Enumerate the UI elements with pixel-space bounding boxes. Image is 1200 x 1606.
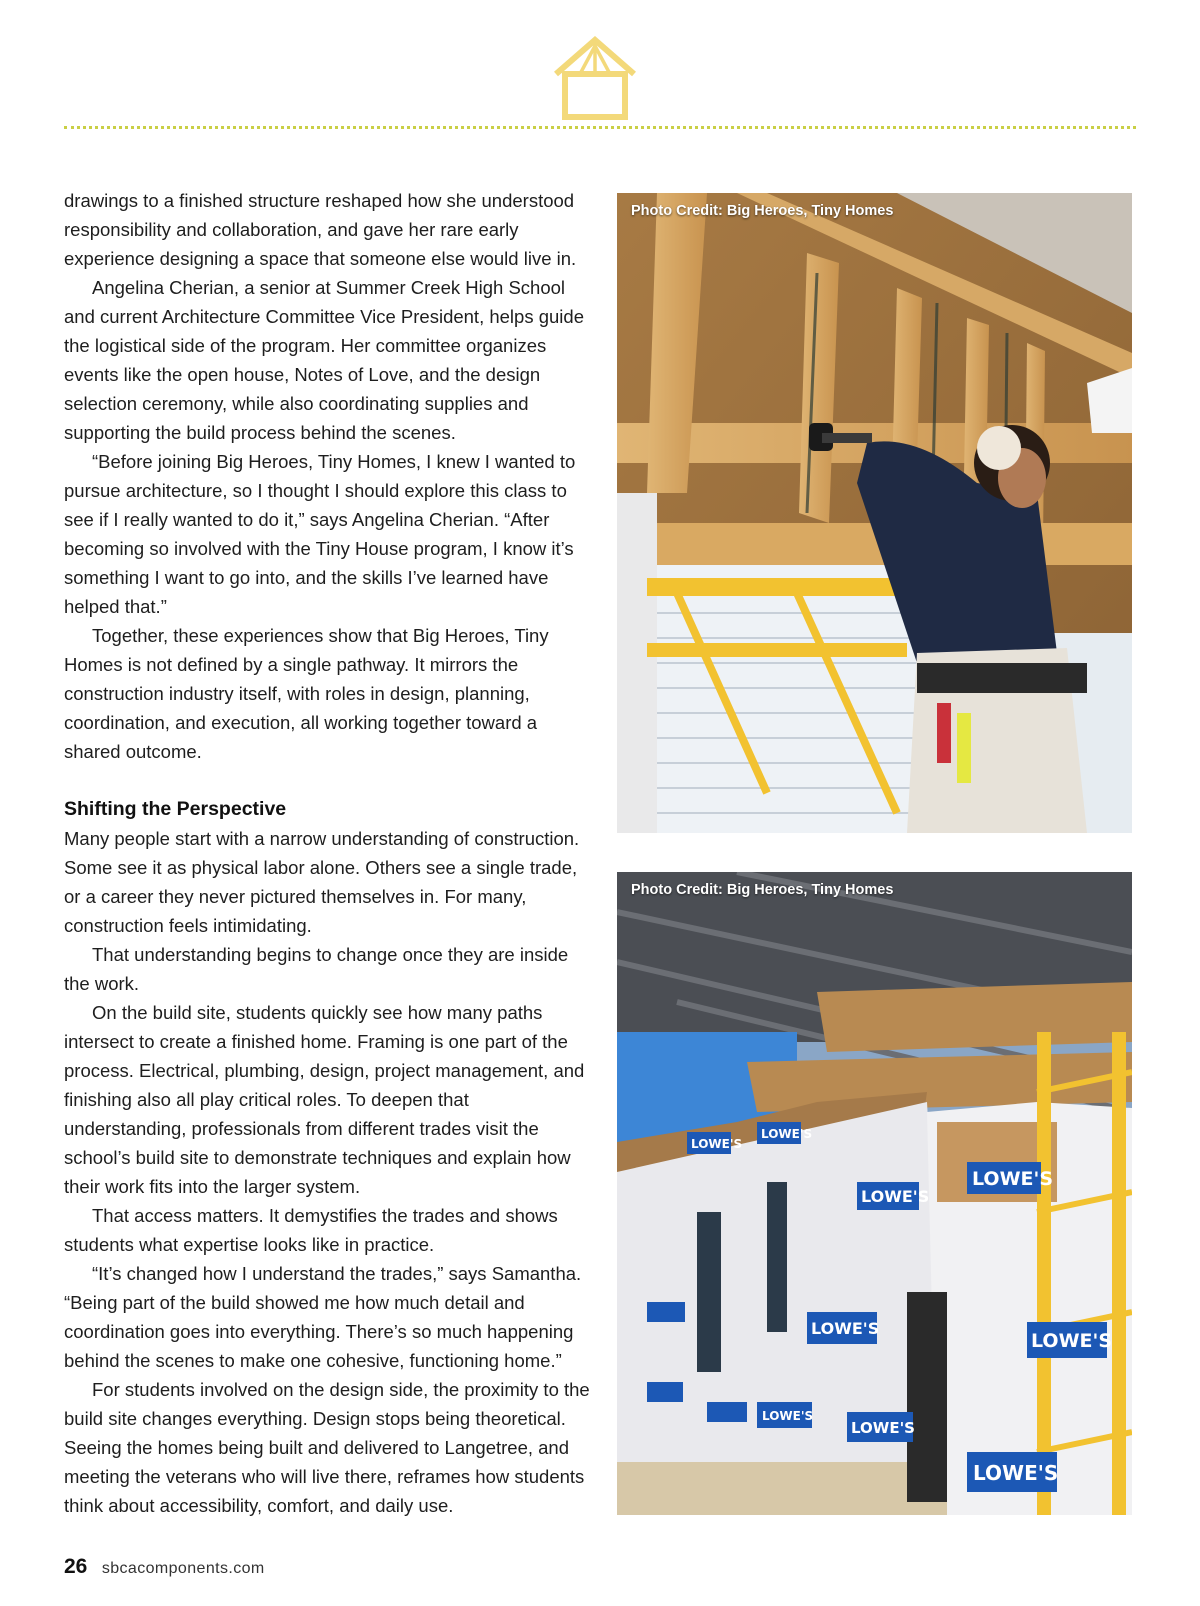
section-heading: Shifting the Perspective	[64, 798, 287, 820]
svg-text:LOWE'S: LOWE'S	[861, 1187, 930, 1206]
photo-house-wrap	[617, 872, 1132, 1515]
svg-text:LOWE'S: LOWE'S	[972, 1168, 1054, 1190]
photo-student-framing	[617, 193, 1132, 833]
page-number: 26	[64, 1555, 88, 1578]
site-url: sbcacomponents.com	[101, 1560, 265, 1577]
paragraph: That access matters. It demystifies the trades and shows students what expertise looks like in practice.	[64, 1205, 558, 1255]
photo-credit: Photo Credit: Big Heroes, Tiny Homes	[631, 882, 894, 898]
paragraph: “It’s changed how I understand the trades,” says Samantha. “Being part of the build showed me how much detail and coordination goes into everything. There’s so much happening behind the scenes to make one cohesive, functioning home.”	[64, 1263, 582, 1371]
paragraph: drawings to a finished structure reshaped how she understood responsibility and collaboration, and gave her rare early experience designing a space that someone else would live in.	[64, 190, 577, 269]
svg-text:LOWE'S: LOWE'S	[851, 1419, 915, 1437]
svg-text:LOWE'S: LOWE'S	[1031, 1330, 1113, 1352]
paragraph: For students involved on the design side, the proximity to the build site changes everything. Design stops being theoretical. Seeing the homes being built and delivered to Langetree, and meeting the veterans who will live there, reframes how students think about accessibility, comfort, and daily use.	[64, 1379, 590, 1516]
house-wrap-photo-illustration	[617, 872, 1132, 1515]
svg-text:LOWE'S: LOWE'S	[762, 1409, 814, 1423]
paragraph: That understanding begins to change once they are inside the work.	[64, 944, 569, 994]
page-footer	[64, 1555, 265, 1579]
photo-credit: Photo Credit: Big Heroes, Tiny Homes	[631, 203, 894, 219]
paragraph: Angelina Cherian, a senior at Summer Creek High School and current Architecture Committee Vice President, helps guide the logistical side of the program. Her committee organizes events like the open house, Notes of Love, and the design selection ceremony, while also coordinating supplies and supporting the build process behind the scenes.	[64, 277, 584, 443]
svg-text:LOWE'S: LOWE'S	[811, 1319, 880, 1338]
paragraph: “Before joining Big Heroes, Tiny Homes, I knew I wanted to pursue architecture, so I thought I should explore this class to see if I really wanted to do it,” says Angelina Cherian. “After becoming so involved with the Tiny House program, I know it’s something I want to go into, and the skills I’ve learned have helped that.”	[64, 451, 576, 617]
svg-text:LOWE'S: LOWE'S	[691, 1137, 743, 1151]
svg-text:LOWE'S: LOWE'S	[761, 1127, 813, 1141]
article-body	[64, 186, 594, 1520]
svg-text:LOWE'S: LOWE'S	[973, 1461, 1059, 1485]
paragraph: Together, these experiences show that Big Heroes, Tiny Homes is not defined by a single pathway. It mirrors the construction industry itself, with roles in design, planning, coordination, and execution, all working together toward a shared outcome.	[64, 625, 549, 762]
header-dotted-rule	[64, 126, 1136, 129]
framing-photo-illustration	[617, 193, 1132, 833]
paragraph: On the build site, students quickly see how many paths intersect to create a finished home. Framing is one part of the process. Electrical, plumbing, design, project management, and finishing also all play critical roles. To deepen that understanding, professionals from different trades visit the school’s build site to demonstrate techniques and explain how their work fits into the larger system.	[64, 1002, 585, 1197]
house-truss-icon	[550, 34, 640, 122]
paragraph: Many people start with a narrow understanding of construction. Some see it as physical labor alone. Others see a single trade, or a career they never pictured themselves in. For many, construction feels intimidating.	[64, 828, 580, 936]
